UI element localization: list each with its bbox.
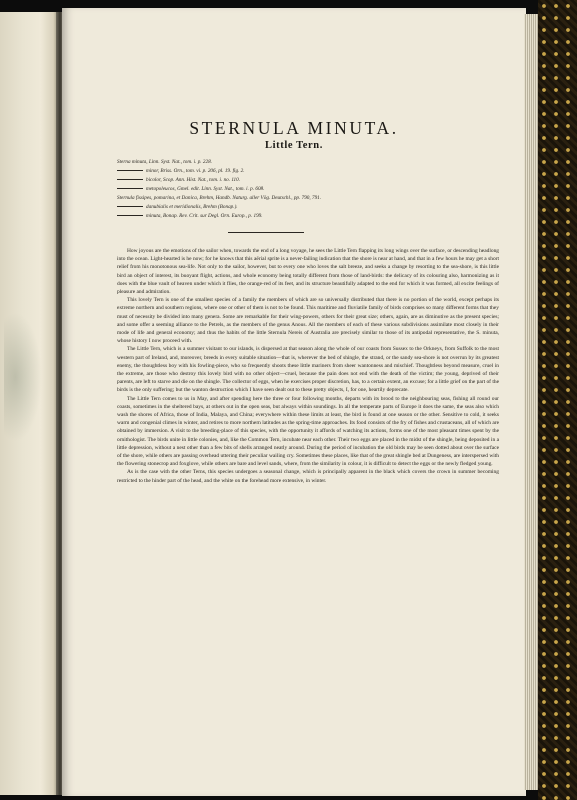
- page-edges: [524, 14, 538, 790]
- synonym-text: metopoleucos, Gmel. edit. Linn. Syst. Nat., tom. i. p. 608.: [146, 186, 265, 192]
- book-cover-edge: [538, 0, 577, 800]
- ditto-dash: [117, 179, 143, 180]
- section-divider: [228, 232, 304, 233]
- common-name: Little Tern.: [265, 140, 323, 151]
- synonym-line: [117, 212, 497, 221]
- synonym-line: [117, 167, 497, 176]
- facing-plate-illustration: [4, 312, 42, 442]
- paragraph: How joyous are the emotions of the sailor when, towards the end of a long voyage, he sees the Little Tern flapping its long wings over the surface, or descending headlong into the ocean. Light-hearted is he now; for he knows that this aërial sprite is a never-failing indication that the shore is near at hand, and that in a few hours he may get a short relief from his monotonous sea-life. Not only to the sailor, however, but to every one who loves the salt breeze, and seeks a change by resorting to the sea-shore, is this little bird an object of interest, its buoyant flight, actions, and whole economy being totally different from those of land-birds: the delicacy of its colouring also, harmonizing as it does with the blue vault of heaven under which it flies, the orange-red of its feet, and its structure beautifully adapted to the end for which it was formed, all excite feelings of pleasure and admiration.: [117, 248, 499, 296]
- paragraph: The Little Tern comes to us in May, and after spending here the three or four following months, departs with its brood to the neighbouring seas, fishing all round our coasts, sometimes in the sheltered bays, at others out in the open seas, but always within soundings. In all the temperate parts of Europe it does the same, the seas also which wash the shores of Africa, those of India, Malaya, and China; everywhere within these limits at least, the bird is found at one season or the other. Sensitive to cold, it seeks warm and congenial climes in winter, and retires to more northern latitudes as the spring-time approaches. Its food consists of the fry of fishes and crustaceans, all of which are obtained by immersion. A visit to the breeding-place of this species, with the opportunity it affords of watching its actions, forms one of the most pleasant times spent by the ornithologist. The birds unite in little colonies, and, like the Common Tern, incubate near each other. Their two eggs are placed in the midst of the shingle, being deposited in a little depression, without a nest other than a few bits of shells arranged neatly around. During the period of incubation the old birds may be seen dotted about over the surface of the shore, while others are passing overhead uttering their peculiar wailing cry. Sometimes these places, like that of the great shingle bed at Dungeness, are interspersed with the flowering stonecrop and foxglove, while others are bare and level sands, where, from the similarity in colour, it is difficult to detect the eggs or the newly fledged young.: [117, 395, 499, 468]
- species-title: STERNULA MINUTA.: [189, 118, 399, 138]
- facing-page: [0, 12, 58, 795]
- synonym-text: minor, Briss. Orn., tom. vi. p. 206, pl. 19. fig. 2.: [146, 168, 245, 174]
- ditto-dash: [117, 170, 143, 171]
- synonym-text: bicolor, Scop. Ann. Hist. Nat., tom. i. no. 110.: [146, 177, 241, 183]
- synonym-line: [117, 158, 497, 167]
- synonym-text: minuta, Bonap. Rev. Crit. sur Degl. Orn. Europ., p. 199.: [146, 213, 263, 219]
- synonym-line: [117, 185, 497, 194]
- main-text: [117, 247, 499, 485]
- ditto-dash: [117, 206, 143, 207]
- ditto-dash: [117, 188, 143, 189]
- synonym-text: Sterna minuta, Linn. Syst. Nat., tom. i. p. 228.: [117, 159, 212, 165]
- synonym-line: [117, 176, 497, 185]
- synonym-line: [117, 203, 497, 212]
- synonym-text: danubialis et meridionalis, Brehm (Bonap.).: [146, 204, 238, 210]
- paragraph: The Little Tern, which is a summer visitant to our islands, is dispersed at that season along the whole of our coasts from Sussex to the Orkneys, from Suffolk to the most western part of Ireland, and, moreover, breeds in every suitable situation—that is, wherever the bed of shingle, the strand, or the sandy sea-shore is not overrun by its greatest enemy, the thoughtless boy with his fowling-piece, who so frequently shoots these little mariners from sheer wantonness and mischief. Thoughtless beyond measure, cruel in the extreme, are those who destroy this lovely bird with no other object—cruel, because the pain does not end with the death of the victim; the young, deprived of their parents, are left to starve and die on the shingle. The collector of eggs, when he exercises proper discretion, has, to a certain extent, an excuse; for a little grief on the part of the birds is the only suffering; but the wanton destruction which I have seen dealt out to these pretty objects, I, for one, heartily deprecate.: [117, 346, 499, 394]
- synonymy-list: [117, 158, 497, 221]
- synonym-line: [117, 194, 497, 203]
- ditto-dash: [117, 215, 143, 216]
- paragraph: As is the case with the other Terns, this species undergoes a seasonal change, which is principally apparent in the black which covers the crown in summer becoming restricted to the hinder part of the head, and the white on the forehead more extensive, in winter.: [117, 469, 499, 484]
- paragraph: This lovely Tern is one of the smallest species of a family the members of which are so universally distributed that there is no portion of the world, except perhaps its extreme northern and southern regions, where one or other of them is not to be found. This maritime and fluviatile family of birds comprises so many different forms that they must of necessity be divided into many genera. Some are remarkable for their wing-powers, others for their great size; others, again, are as diminutive as the present species; and some offer a seeming alliance to the Petrels, as the members of the genus Anous. All the members of each of these various subdivisions assimilate most closely in their mode of life and general economy; and thus the habits of the little Sternula Nereis of Australia are precisely similar to those of its antipodal representative, the S. minuta, whose history I now proceed with.: [117, 297, 499, 345]
- synonym-text: Sternula fissipes, pomarina, et Danica, Brehm, Handb. Naturg. aller Vög. Deutschl., pp. 790, 791.: [117, 195, 322, 201]
